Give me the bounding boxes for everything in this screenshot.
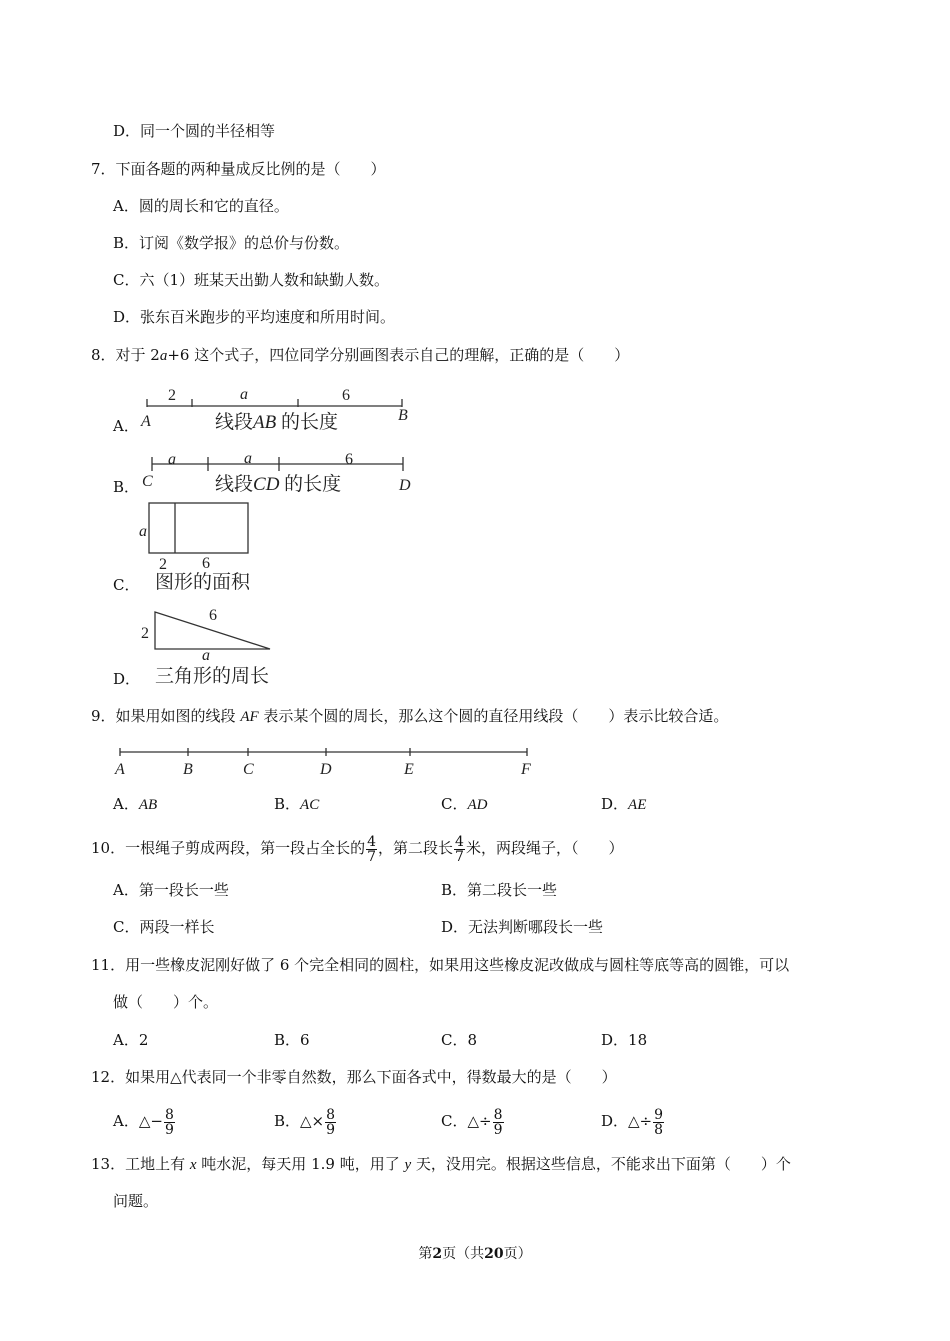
- fig-c-w1: 2: [159, 556, 167, 573]
- q9-point-b: B: [183, 761, 193, 778]
- fig-a-seg3: 6: [342, 387, 350, 404]
- fig-b-caption: 线段CD 的长度: [215, 474, 342, 495]
- q11-option-a: A．2: [113, 1031, 149, 1049]
- q11-option-c: C．8: [441, 1031, 478, 1049]
- q8-option-d-label: D．: [113, 670, 141, 688]
- q8-option-b-label: B．: [113, 478, 140, 496]
- q9-option-c: C．AD: [441, 795, 488, 813]
- q7-option-d: D．张东百米跑步的平均速度和所用时间。: [113, 308, 396, 326]
- q7-stem: 7．下面各题的两种量成反比例的是（ ）: [91, 160, 386, 178]
- fig-c-w2: 6: [202, 555, 210, 572]
- q12-option-b: B．△× $\frac{8}{9}$: [274, 1106, 336, 1138]
- q7-option-b: B．订阅《数学报》的总价与份数。: [113, 234, 350, 252]
- fig-a-left: A: [141, 413, 151, 430]
- q9-option-d: D．AE: [601, 795, 647, 813]
- q9-point-f: F: [521, 761, 531, 778]
- fig-d-left: 2: [141, 625, 149, 642]
- q7-option-c: C．六（1）班某天出勤人数和缺勤人数。: [113, 271, 390, 289]
- fig-a-seg2: a: [240, 386, 248, 403]
- fig-a-right: B: [398, 407, 408, 424]
- q10-option-c: C．两段一样长: [113, 918, 215, 936]
- q10-option-a: A．第一段长一些: [113, 881, 229, 899]
- q8-figure-c: [135, 498, 265, 594]
- q9-point-c: C: [243, 761, 254, 778]
- q9-figure: [110, 742, 540, 782]
- q11-stem-line1: 11．用一些橡皮泥刚好做了 6 个完全相同的圆柱，如果用这些橡皮泥改做成与圆柱等底等高的圆锥，可以: [91, 956, 790, 974]
- q9-point-e: E: [404, 761, 414, 778]
- q12-option-a: A．△− $\frac{8}{9}$: [113, 1106, 174, 1138]
- q11-option-d: D．18: [601, 1031, 648, 1049]
- q7-option-a: A．圆的周长和它的直径。: [113, 197, 289, 215]
- q9-option-b: B．AC: [274, 795, 320, 813]
- q8-option-a-label: A．: [113, 417, 139, 435]
- fig-a-seg1: 2: [168, 387, 176, 404]
- fig-b-seg2: a: [244, 450, 252, 467]
- q10-option-b: B．第二段长一些: [441, 881, 558, 899]
- q9-option-a: A．AB: [113, 795, 158, 813]
- q10-option-d: D．无法判断哪段长一些: [441, 918, 604, 936]
- q10-fraction-2: $\frac{4}{7}$: [455, 833, 464, 865]
- q8-option-c-label: C．: [113, 576, 140, 594]
- q9-point-a: A: [115, 761, 125, 778]
- q8-figure-d: [136, 600, 286, 692]
- q9-point-d: D: [320, 761, 332, 778]
- fig-d-bottom: a: [202, 647, 210, 664]
- fig-a-caption: 线段AB 的长度: [215, 412, 338, 433]
- fig-b-right: D: [399, 477, 411, 494]
- fig-b-seg1: a: [168, 451, 176, 468]
- q8-figure-a: [140, 382, 420, 438]
- q9-stem: 9．如果用如图的线段 AF 表示某个圆的周长，那么这个圆的直径用线段（ ）表示比较合适。: [91, 707, 729, 725]
- q6-option-d: D．同一个圆的半径相等: [113, 122, 276, 140]
- q13-stem-line2: 问题。: [113, 1192, 159, 1210]
- page-footer: 第2页（共20页）: [418, 1246, 532, 1262]
- q12-option-c: C．△÷ $\frac{8}{9}$: [441, 1106, 503, 1138]
- fig-b-seg3: 6: [345, 451, 353, 468]
- q10-fraction-1: $\frac{4}{7}$: [367, 833, 377, 865]
- q8-stem: 8．对于 2a+6 这个式子，四位同学分别画图表示自己的理解，正确的是（ ）: [91, 346, 630, 364]
- fig-c-caption: 图形的面积: [155, 572, 251, 593]
- q11-option-b: B．6: [274, 1031, 310, 1049]
- fig-c-rect: [149, 503, 248, 553]
- fig-b-left: C: [142, 473, 153, 490]
- fig-d-caption: 三角形的周长: [155, 666, 270, 687]
- q11-stem-line2: 做（ ）个。: [113, 993, 219, 1011]
- q12-option-d: D．△÷ $\frac{9}{8}$: [601, 1106, 664, 1138]
- fig-d-hyp: 6: [209, 607, 217, 624]
- q10-stem: 10．一根绳子剪成两段，第一段占全长的 $\frac{4}{7}$ ，第二段长 $\frac{4}{7}$ 米，两段绳子，（ ）: [91, 833, 624, 865]
- q12-stem: 12．如果用△代表同一个非零自然数，那么下面各式中，得数最大的是（ ）: [91, 1068, 617, 1086]
- fig-c-side: a: [139, 523, 147, 540]
- q13-stem-line1: 13．工地上有 x 吨水泥，每天用 1.9 吨，用了 y 天，没用完。根据这些信息，不能求出下面第（ ）个: [91, 1155, 791, 1173]
- q8-figure-b: [138, 446, 418, 498]
